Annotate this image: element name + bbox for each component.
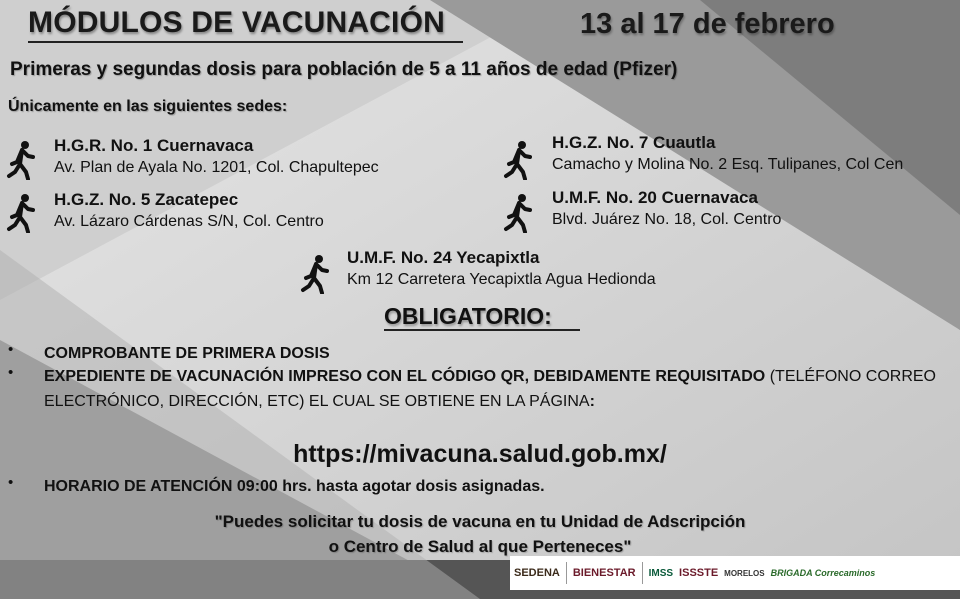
site-name: H.G.R. No. 1 Cuernavaca	[54, 136, 254, 155]
morelos-logo: MORELOS	[724, 568, 765, 578]
quote-line-1: "Puedes solicitar tu dosis de vacuna en tu Unidad de Adscripción	[214, 512, 746, 531]
requirements-heading: OBLIGATORIO:	[384, 303, 552, 329]
site-address: Km 12 Carretera Yecapixtla Agua Hedionda	[347, 271, 656, 288]
bienestar-logo: BIENESTAR	[572, 567, 636, 579]
vaccine-url-link[interactable]: https://mivacuna.salud.gob.mx/	[293, 440, 667, 468]
site-name: H.G.Z. No. 5 Zacatepec	[54, 190, 239, 209]
sedena-logo: SEDENA	[514, 567, 560, 579]
bullet-icon: •	[8, 364, 14, 381]
page-title: MÓDULOS DE VACUNACIÓN	[28, 6, 445, 39]
site-address: Camacho y Molina No. 2 Esq. Tulipanes, Col Cen	[552, 156, 904, 173]
logo-separator	[566, 562, 567, 584]
site-hgr1	[54, 136, 379, 177]
site-address: Av. Plan de Ayala No. 1201, Col. Chapultepec	[54, 159, 379, 176]
site-hgz5	[54, 190, 324, 231]
logo-separator	[642, 562, 643, 584]
subtitle: Primeras y segundas dosis para población de 5 a 11 años de edad (Pfizer)	[10, 59, 678, 80]
walking-person-icon	[503, 193, 535, 233]
requirement-item	[8, 364, 948, 414]
requirement-text: HORARIO DE ATENCIÓN 09:00 hrs. hasta agotar dosis asignadas.	[44, 478, 545, 495]
issste-logo: ISSSTE	[679, 567, 719, 579]
site-address: Av. Lázaro Cárdenas S/N, Col. Centro	[54, 213, 324, 230]
walking-person-icon	[300, 254, 332, 294]
site-umf24	[347, 248, 656, 289]
brigada-correcaminos-logo: BRIGADA Correcaminos	[770, 568, 876, 578]
bullet-icon: •	[8, 474, 14, 491]
site-name: U.M.F. No. 24 Yecapixtla	[347, 248, 540, 267]
logo-strip	[510, 556, 960, 590]
requirement-item	[8, 474, 948, 499]
site-name: H.G.Z. No. 7 Cuautla	[552, 133, 716, 152]
quote-line-2: o Centro de Salud al que Perteneces"	[328, 537, 632, 556]
sites-heading: Únicamente en las siguientes sedes:	[8, 98, 288, 115]
site-umf20	[552, 188, 781, 229]
imss-logo: IMSS	[648, 567, 674, 579]
date-range: 13 al 17 de febrero	[580, 8, 835, 40]
requirement-item	[8, 341, 948, 366]
title-underline	[28, 41, 463, 43]
requirement-text-detail: (TELÉFONO CORREO ELECTRÓNICO, DIRECCIÓN, ETC) EL CUAL SE OBTIENE EN LA PÁGINA	[44, 368, 936, 410]
requirement-text-bold: EXPEDIENTE DE VACUNACIÓN IMPRESO CON EL CÓDIGO QR, DEBIDAMENTE REQUISITADO	[44, 368, 766, 385]
walking-person-icon	[6, 140, 38, 180]
site-hgz7	[552, 133, 903, 174]
walking-person-icon	[6, 193, 38, 233]
requirement-colon: :	[589, 393, 595, 410]
site-name: U.M.F. No. 20 Cuernavaca	[552, 188, 758, 207]
site-address: Blvd. Juárez No. 18, Col. Centro	[552, 211, 782, 228]
bullet-icon: •	[8, 341, 14, 358]
walking-person-icon	[503, 140, 535, 180]
requirements-underline	[384, 329, 580, 331]
requirement-text: COMPROBANTE DE PRIMERA DOSIS	[44, 345, 330, 362]
